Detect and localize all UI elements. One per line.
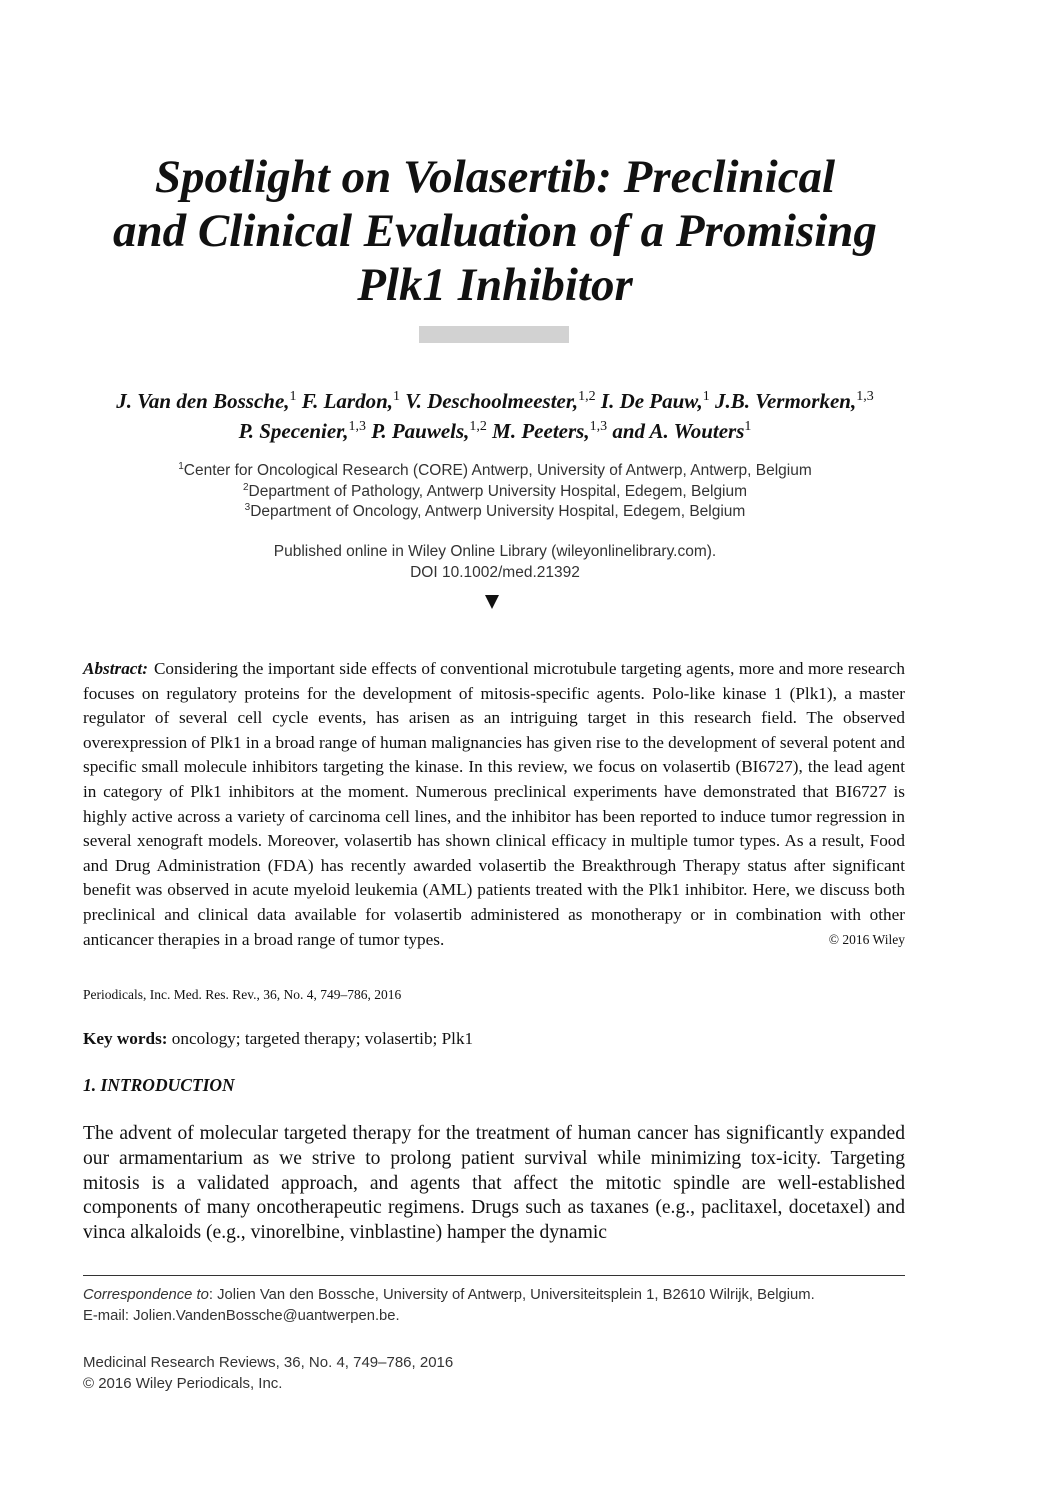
author-name: M. Peeters, xyxy=(492,419,590,443)
author-name: P. Specenier, xyxy=(238,419,349,443)
abstract xyxy=(83,657,905,952)
abstract-text: Considering the important side effects of conventional microtubule targeting agents, more and more research focuses on regulatory proteins for the development of mitosis-specific agents. Polo-like kinase 1 (Plk1), a master regulator of several cell cycle events, has arisen as an intriguing target in this research field. The observed overexpression of Plk1 in a broad range of human malignancies has given rise to the development of several potent and specific small molecule inhibitors targeting the kinase. In this review, we focus on volasertib (BI6727), the lead agent in category of Plk1 inhibitors at the moment. Numerous preclinical experiments have demonstrated that BI6727 is highly active across a variety of carcinoma cell lines, and the inhibitor has been reported to induce tumor regression in several xenograft models. Moreover, volasertib has shown clinical efficacy in multiple tumor types. As a result, Food and Drug Administration (FDA) has recently awarded volasertib the Breakthrough Therapy status after significant benefit was observed in acute myeloid leukemia (AML) patients treated with the Plk1 inhibitor. Here, we discuss both preclinical and clinical data available for volasertib administered as monotherapy or in combination with other anticancer therapies in a broad range of tumor types. xyxy=(83,659,905,949)
keywords xyxy=(83,1027,905,1051)
correspondence-label: Correspondence to xyxy=(83,1287,209,1303)
section-heading: 1. INTRODUCTION xyxy=(83,1075,235,1095)
author-affiliation-mark: 1,2 xyxy=(578,389,596,404)
article-title xyxy=(0,150,990,312)
journal-copyright: © 2016 Wiley Periodicals, Inc. xyxy=(83,1375,283,1392)
down-triangle-icon xyxy=(485,595,499,609)
author-name: J. Van den Bossche, xyxy=(116,389,290,413)
author-list xyxy=(0,386,990,446)
title-line: Spotlight on Volasertib: Preclinical xyxy=(154,151,836,203)
author-affiliation-mark: 1 xyxy=(289,389,297,404)
keywords-label: Key words: xyxy=(83,1029,168,1048)
correspondence-address: : Jolien Van den Bossche, University of Antwerp, Universiteitsplein 1, B2610 Wilrijk, Belgium. xyxy=(208,1287,815,1303)
correspondence-line xyxy=(83,1285,913,1306)
abstract-label: Abstract: xyxy=(83,659,148,678)
abstract-copyright: © 2016 Wiley xyxy=(828,931,905,947)
affiliation xyxy=(0,502,990,523)
affiliation-mark: 1 xyxy=(178,461,184,472)
author-affiliation-mark: 1,3 xyxy=(856,389,874,404)
publication-info xyxy=(0,541,990,583)
author-line xyxy=(0,386,990,416)
title-line: Plk1 Inhibitor xyxy=(357,259,633,311)
affiliation-mark: 2 xyxy=(242,481,249,493)
affiliation-mark: 3 xyxy=(244,502,251,513)
affiliation-text: Department of Pathology, Antwerp University Hospital, Edegem, Belgium xyxy=(248,482,748,500)
correspondence-email: E-mail: Jolien.VandenBossche@uantwerpen.be. xyxy=(83,1308,400,1324)
author-affiliation-mark: 1,3 xyxy=(589,419,608,434)
author-name: P. Pauwels, xyxy=(371,419,470,443)
correspondence-footnote xyxy=(83,1285,913,1327)
author-name: I. De Pauw, xyxy=(600,389,703,413)
author-name: V. Deschoolmeester, xyxy=(405,389,579,413)
title-divider xyxy=(419,326,569,343)
journal-info xyxy=(83,1352,905,1394)
author-line xyxy=(0,416,990,446)
author-name: F. Lardon, xyxy=(301,389,394,413)
author-affiliation-mark: 1,2 xyxy=(469,419,487,434)
author-affiliation-mark: 1 xyxy=(393,389,401,404)
journal-citation: Medicinal Research Reviews, 36, No. 4, 749–786, 2016 xyxy=(83,1354,454,1371)
affiliation xyxy=(0,482,990,503)
author-affiliation-mark: 1 xyxy=(744,419,752,434)
affiliation-text: Center for Oncological Research (CORE) Antwerp, University of Antwerp, Antwerp, Belgium xyxy=(183,462,812,479)
author-name: J.B. Vermorken, xyxy=(715,389,857,413)
author-name: and A. Wouters xyxy=(612,419,745,443)
author-affiliation-mark: 1 xyxy=(702,389,710,404)
footnote-divider xyxy=(83,1275,905,1276)
affiliation xyxy=(0,461,990,482)
online-publication-note: Published online in Wiley Online Library (wileyonlinelibrary.com). xyxy=(273,543,717,560)
title-line: and Clinical Evaluation of a Promising xyxy=(113,205,877,257)
keywords-text: oncology; targeted therapy; volasertib; Plk1 xyxy=(171,1029,474,1048)
affiliation-list xyxy=(0,461,990,523)
author-affiliation-mark: 1,3 xyxy=(348,419,366,434)
affiliation-text: Department of Oncology, Antwerp University Hospital, Edegem, Belgium xyxy=(250,503,746,520)
doi: DOI 10.1002/med.21392 xyxy=(410,564,580,581)
abstract-citation: Periodicals, Inc. Med. Res. Rev., 36, No. 4, 749–786, 2016 xyxy=(83,987,402,1002)
introduction-text: The advent of molecular targeted therapy for the treatment of human cancer has significantly expanded our armamentarium as we strive to prolong patient survival while minimizing tox-icity. Targeting mitosis is a validated approach, and agents that affect the mitotic spindle are well-established components of many oncotherapeutic regimens. Drugs such as taxanes (e.g., paclitaxel, docetaxel) and vinca alkaloids (e.g., vinorelbine, vinblastine) hamper the dynamic xyxy=(83,1123,905,1244)
